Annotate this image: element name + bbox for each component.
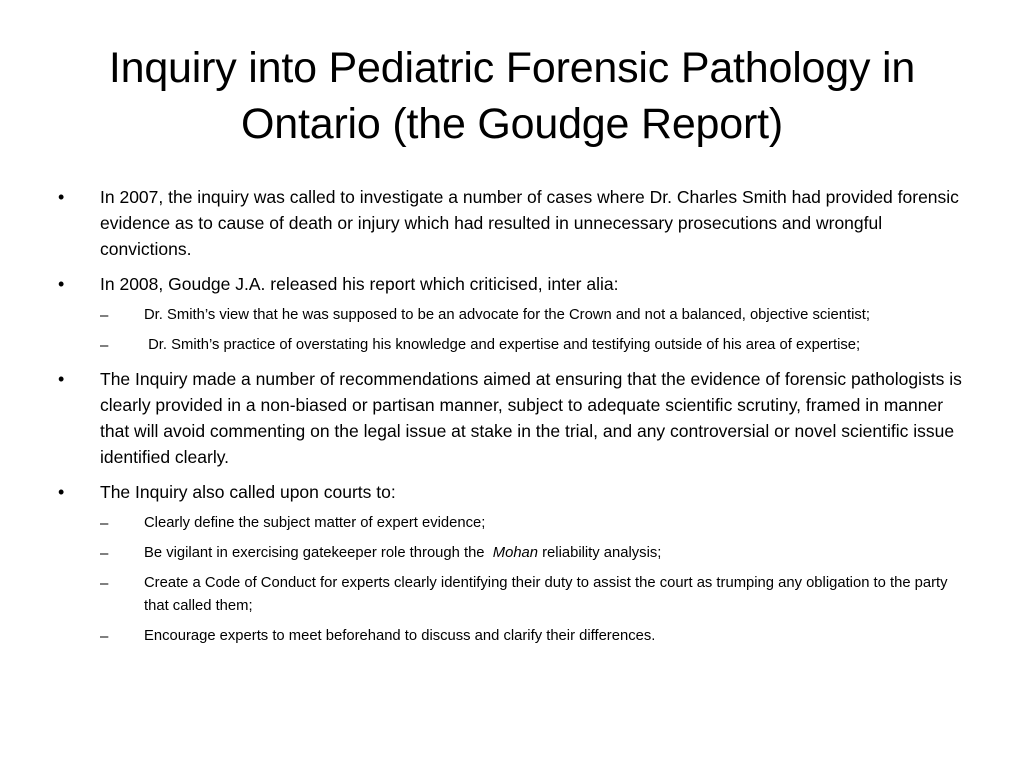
- sub-bullet-text-before: Be vigilant in exercising gatekeeper role through the: [144, 545, 493, 561]
- sub-bullet-text: Dr. Smith’s view that he was supposed to be an advocate for the Crown and not a balanced, objective scientist;: [144, 307, 871, 323]
- bullet-list: [56, 184, 976, 657]
- bullet-item: [56, 366, 976, 470]
- sub-bullet-text: Clearly define the subject matter of expert evidence;: [144, 515, 486, 531]
- bullet-marker: •: [58, 274, 65, 294]
- sub-bullet-text-after: reliability analysis;: [538, 545, 662, 561]
- bullet-text: The Inquiry made a number of recommendations aimed at ensuring that the evidence of forensic pathologists is clearly provided in a non-biased or partisan manner, subject to adequate scientific scrutiny, framed in manner that will avoid commenting on the legal issue at stake in the trial, and any controversial or novel scientific issue identified clearly.: [100, 369, 962, 467]
- bullet-marker: •: [58, 482, 65, 502]
- bullet-marker: •: [58, 369, 65, 389]
- sub-bullet-text: Encourage experts to meet beforehand to discuss and clarify their differences.: [144, 628, 656, 644]
- dash-marker: –: [100, 515, 109, 532]
- dash-marker: –: [100, 575, 109, 592]
- bullet-text: In 2008, Goudge J.A. released his report which criticised, inter alia:: [100, 274, 619, 294]
- sub-bullet-text: Create a Code of Conduct for experts clearly identifying their duty to assist the court as trumping any obligation to the party that called them;: [144, 575, 948, 614]
- dash-marker: –: [100, 545, 109, 562]
- sub-bullet-list: [100, 512, 976, 648]
- bullet-text: The Inquiry also called upon courts to:: [100, 482, 396, 502]
- sub-bullet-item: [100, 625, 976, 648]
- sub-bullet-item: [100, 542, 976, 565]
- dash-marker: –: [100, 628, 109, 645]
- sub-bullet-item: [100, 572, 976, 618]
- bullet-item: [56, 271, 976, 357]
- bullet-marker: •: [58, 187, 65, 207]
- bullet-text: In 2007, the inquiry was called to investigate a number of cases where Dr. Charles Smith had provided forensic evidence as to cause of death or injury which had resulted in unnecessary prosecutions and wrongful convictions.: [100, 187, 959, 259]
- sub-bullet-item: [100, 512, 976, 535]
- sub-bullet-text: Dr. Smith’s practice of overstating his knowledge and expertise and testifying outside of his area of expertise;: [144, 337, 861, 353]
- sub-bullet-item: [100, 304, 976, 327]
- bullet-item: [56, 479, 976, 648]
- sub-bullet-item: [100, 334, 976, 357]
- dash-marker: –: [100, 307, 109, 324]
- slide-title: Inquiry into Pediatric Forensic Pathology in Ontario (the Goudge Report): [108, 44, 916, 148]
- bullet-item: [56, 184, 976, 262]
- sub-bullet-list: [100, 304, 976, 357]
- dash-marker: –: [100, 337, 109, 354]
- case-name-mohan: Mohan: [492, 545, 539, 561]
